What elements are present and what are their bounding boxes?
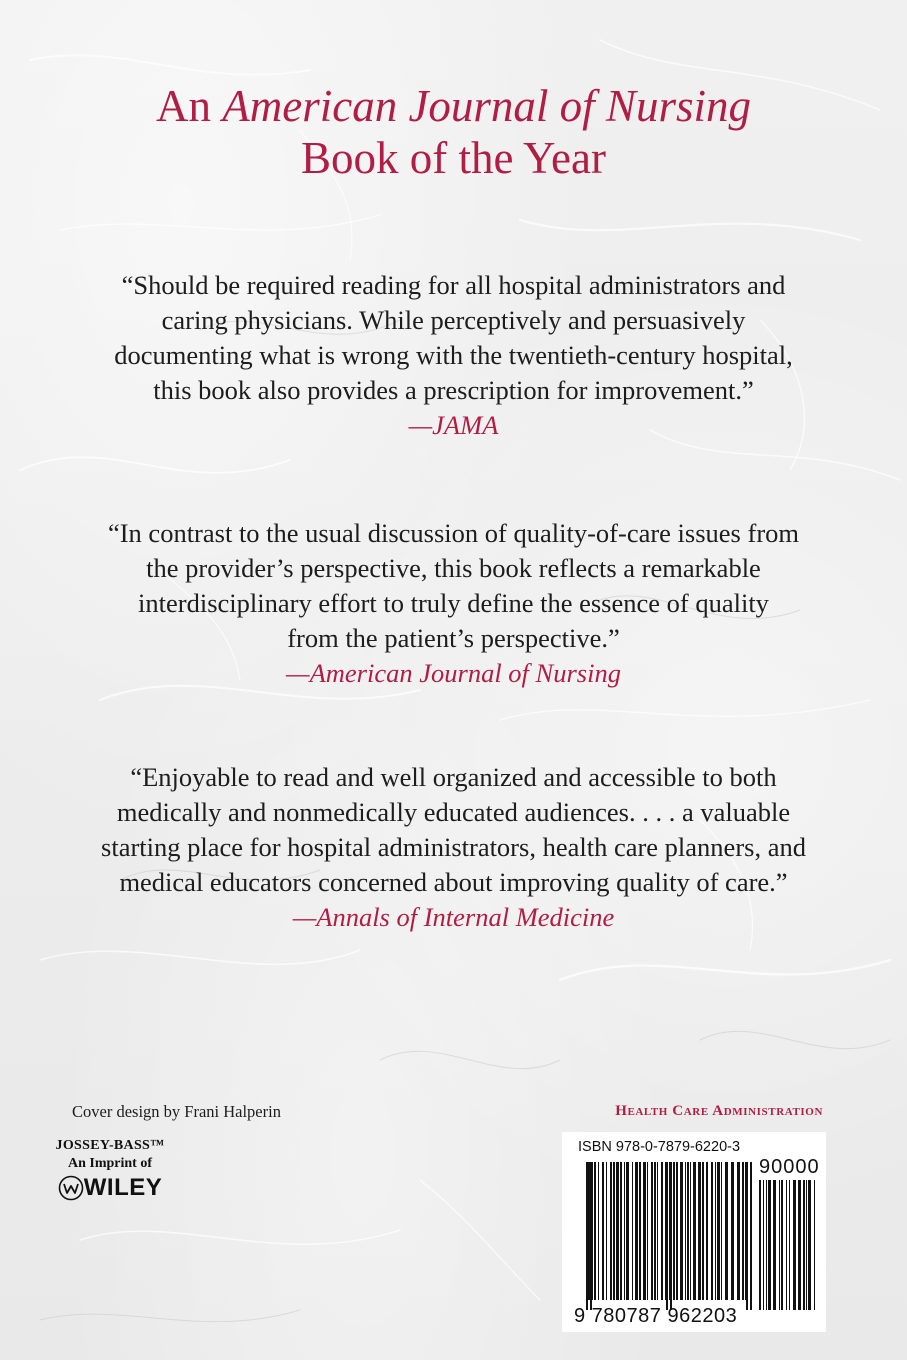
quote-line: starting place for hospital administrators, health care planners, and xyxy=(101,832,806,862)
publisher-imprint: An Imprint of xyxy=(67,1156,152,1171)
quote-attribution: —Annals of Internal Medicine xyxy=(292,902,615,932)
quote-line: medical educators concerned about improving quality of care.” xyxy=(119,867,788,897)
headline-prefix: An xyxy=(156,81,223,131)
quote-line: medically and nonmedically educated audiences. . . . a valuable xyxy=(116,797,791,827)
wiley-wordmark: WILEY xyxy=(83,1174,163,1201)
cover-design-credit: Cover design by Frani Halperin xyxy=(72,1102,281,1121)
isbn-barcode xyxy=(562,1132,826,1332)
headline-line-1 xyxy=(0,80,907,132)
review-quote-jama xyxy=(40,268,867,443)
review-quote-annals xyxy=(40,760,867,935)
quote-line: “In contrast to the usual discussion of quality-of-care issues from xyxy=(107,518,800,548)
quote-line: the provider’s perspective, this book reflects a remarkable xyxy=(146,553,761,583)
quote-line: from the patient’s perspective.” xyxy=(287,623,620,653)
price-code: 90000 xyxy=(759,1156,820,1178)
quote-attribution: —JAMA xyxy=(408,410,499,440)
quote-attribution: —American Journal of Nursing xyxy=(286,658,621,688)
subject-category: Health Care Administration xyxy=(615,1103,823,1119)
wiley-emblem-icon xyxy=(58,1175,84,1201)
publisher-block xyxy=(40,1138,180,1202)
quote-line: interdisciplinary effort to truly define the essence of quality xyxy=(138,588,769,618)
award-headline xyxy=(0,80,907,184)
headline-line-2: Book of the Year xyxy=(301,133,606,183)
quote-line: documenting what is wrong with the twentieth-century hospital, xyxy=(114,340,793,370)
quote-line: “Enjoyable to read and well organized and accessible to both xyxy=(130,762,777,792)
publisher-name: JOSSEY-BASS™ xyxy=(55,1138,165,1153)
quote-line: this book also provides a prescription for improvement.” xyxy=(153,375,754,405)
headline-journal-title: American Journal of Nursing xyxy=(222,81,751,131)
quote-line: caring physicians. While perceptively and persuasively xyxy=(161,305,746,335)
isbn-number: ISBN 978-0-7879-6220-3 xyxy=(578,1139,741,1155)
wiley-logo xyxy=(40,1174,180,1202)
ean-number: 9 780787 962203 xyxy=(574,1305,738,1327)
review-quote-ajn xyxy=(40,516,867,691)
quote-line: “Should be required reading for all hospital administrators and xyxy=(121,270,786,300)
